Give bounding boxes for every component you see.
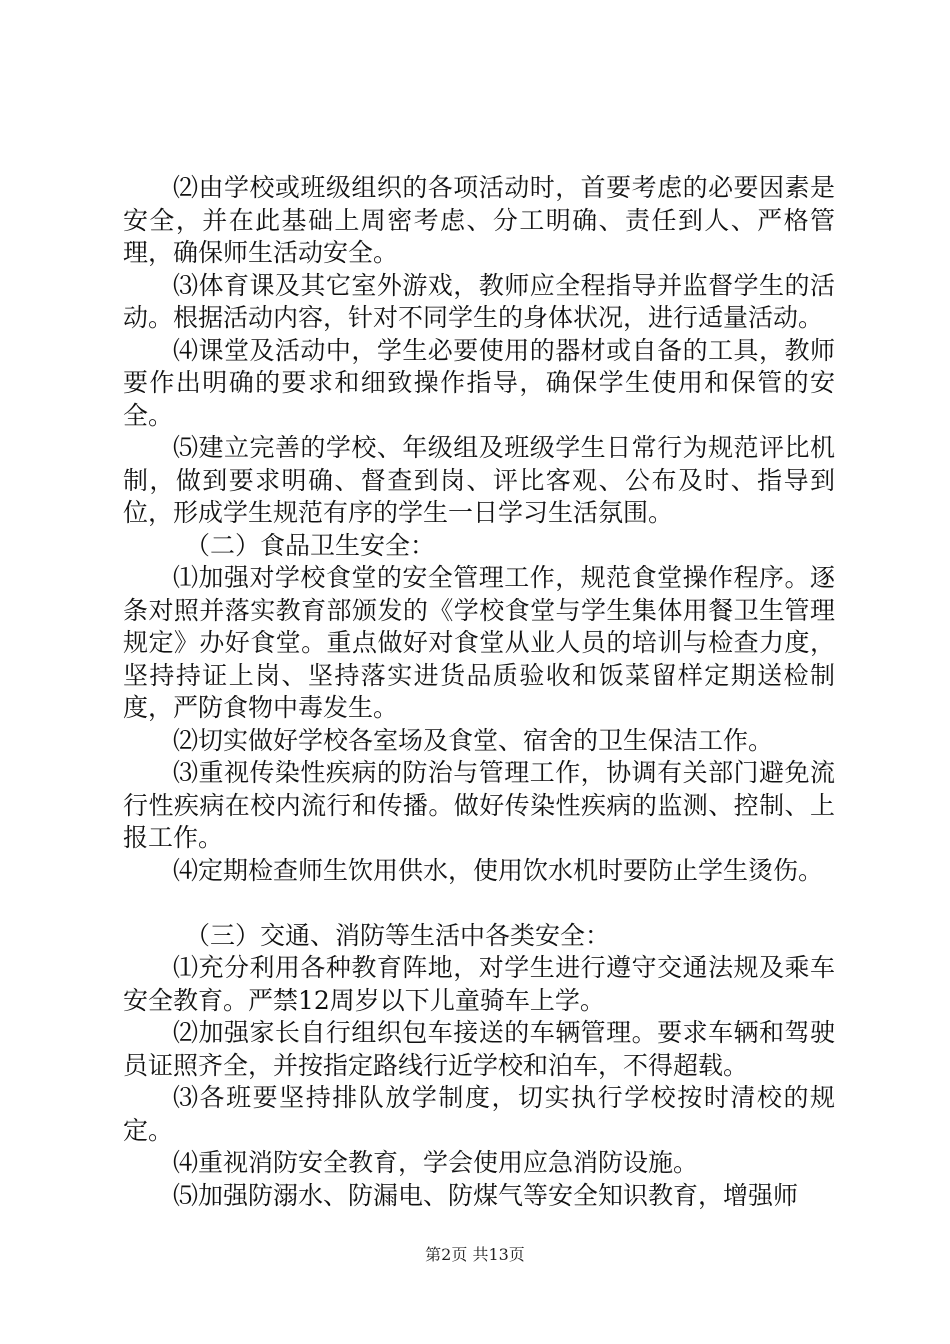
paragraph: ⑶体育课及其它室外游戏，教师应全程指导并监督学生的活动。根据活动内容，针对不同学生的身体状况，进行适量活动。	[123, 270, 835, 332]
paragraph: ⑴加强对学校食堂的安全管理工作，规范食堂操作程序。逐条对照并落实教育部颁发的《学校食堂与学生集体用餐卫生管理规定》办好食堂。重点做好对食堂从业人员的培训与检查力度，坚持持证上岗、坚持落实进货品质验收和饭菜留样定期送检制度，严防食物中毒发生。	[123, 563, 835, 722]
paragraph: ⑴充分利用各种教育阵地，对学生进行遵守交通法规及乘车安全教育。严禁12周岁以下儿童骑车上学。	[123, 953, 835, 1015]
paragraph: ⑷重视消防安全教育，学会使用应急消防设施。	[173, 1148, 699, 1177]
paragraph: ⑷课堂及活动中，学生必要使用的器材或自备的工具，教师要作出明确的要求和细致操作指导，确保学生使用和保管的安全。	[123, 335, 835, 430]
paragraph: ⑵由学校或班级组织的各项活动时，首要考虑的必要因素是安全，并在此基础上周密考虑、分工明确、责任到人、严格管理，确保师生活动安全。	[123, 173, 835, 267]
paragraph: ⑸加强防溺水、防漏电、防煤气等安全知识教育，增强师	[173, 1180, 799, 1210]
paragraph: ⑵切实做好学校各室场及食堂、宿舍的卫生保洁工作。	[173, 725, 774, 755]
section-heading-food-safety: （二）食品卫生安全：	[185, 530, 436, 560]
page-number-label: 第2页 共13页	[425, 1245, 525, 1264]
paragraph: ⑵加强家长自行组织包车接送的车辆管理。要求车辆和驾驶员证照齐全，并按指定路线行近学校和泊车，不得超载。	[123, 1018, 835, 1080]
document-body	[123, 172, 835, 1212]
paragraph: ⑶各班要坚持排队放学制度，切实执行学校按时清校的规定。	[123, 1083, 835, 1145]
page-footer	[0, 1245, 950, 1265]
paragraph: ⑶重视传染性疾病的防治与管理工作，协调有关部门避免流行性疾病在校内流行和传播。做好传染性疾病的监测、控制、上报工作。	[123, 758, 835, 852]
paragraph: ⑸建立完善的学校、年级组及班级学生日常行为规范评比机制，做到要求明确、督查到岗、评比客观、公布及时、指导到位，形成学生规范有序的学生一日学习生活氛围。	[123, 433, 835, 527]
section-heading-traffic-fire-safety: （三）交通、消防等生活中各类安全：	[185, 920, 611, 950]
paragraph: ⑷定期检查师生饮用供水，使用饮水机时要防止学生烫伤。	[173, 855, 824, 885]
